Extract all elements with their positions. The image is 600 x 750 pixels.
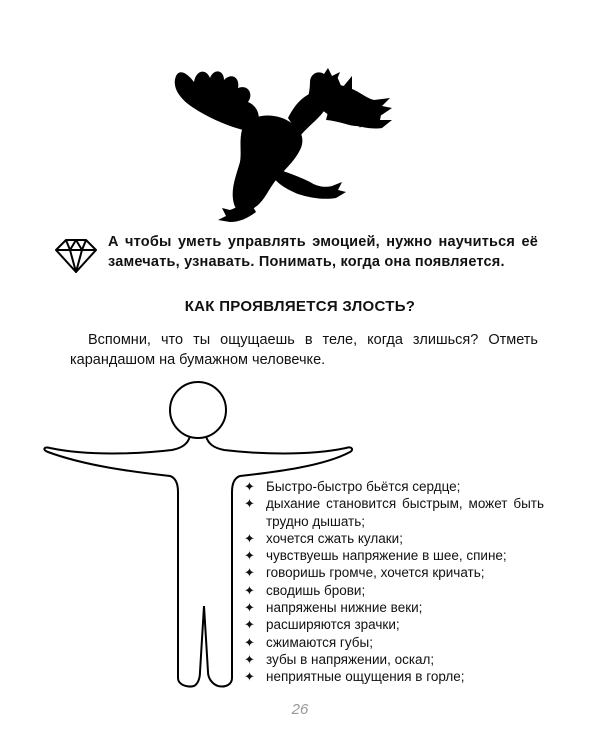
list-item [244, 616, 544, 633]
symptom-text: говоришь громче, хочется кричать; [266, 565, 485, 581]
intro-text: А чтобы уметь управлять эмоцией, нужно научиться её замечать, узнавать. Понимать, когда она появляется. [108, 234, 538, 270]
diamond-icon [54, 236, 98, 274]
list-item [244, 547, 544, 564]
symptom-text: сводишь брови; [266, 582, 366, 598]
list-item [244, 564, 544, 581]
instruction-text: Вспомни, что ты ощущаешь в теле, когда злишься? Отметь карандашом на бумажном человечке. [70, 332, 538, 368]
list-item [244, 530, 544, 547]
symptom-text: хочется сжать кулаки; [266, 530, 403, 546]
list-item [244, 599, 544, 616]
symptom-text: зубы в напряжении, оскал; [266, 651, 435, 667]
bullet-icon: ✦ [244, 496, 255, 512]
list-item [244, 478, 544, 495]
bullet-icon: ✦ [244, 530, 255, 546]
symptom-text: чувствуешь напряжение в шее, спине; [266, 548, 507, 564]
figure-head [170, 382, 226, 438]
bullet-icon: ✦ [244, 617, 255, 633]
wolf-silhouette-icon [160, 58, 410, 228]
list-item [244, 651, 544, 668]
list-item [244, 582, 544, 599]
page-number: 26 [291, 701, 309, 718]
bullet-icon: ✦ [244, 479, 255, 494]
list-item [244, 668, 544, 685]
symptom-text: расширяются зрачки; [266, 617, 400, 633]
symptom-list [244, 478, 544, 686]
list-item [244, 495, 544, 530]
symptom-text: Быстро-быстро бьётся сердце; [266, 479, 461, 494]
section-heading: КАК ПРОЯВЛЯЕТСЯ ЗЛОСТЬ? [184, 298, 416, 315]
bullet-icon: ✦ [244, 600, 255, 616]
bullet-icon: ✦ [244, 565, 255, 581]
symptom-text: дыхание становится быстрым, может быть трудно дышать; [266, 496, 544, 529]
list-item [244, 634, 544, 651]
symptom-text: сжимаются губы; [266, 634, 373, 650]
symptom-text: напряжены нижние веки; [266, 600, 423, 616]
symptom-text: неприятные ощущения в горле; [266, 669, 465, 685]
bullet-icon: ✦ [244, 548, 255, 564]
bullet-icon: ✦ [244, 634, 255, 650]
bullet-icon: ✦ [244, 651, 255, 667]
bullet-icon: ✦ [244, 669, 255, 685]
bullet-icon: ✦ [244, 582, 255, 598]
